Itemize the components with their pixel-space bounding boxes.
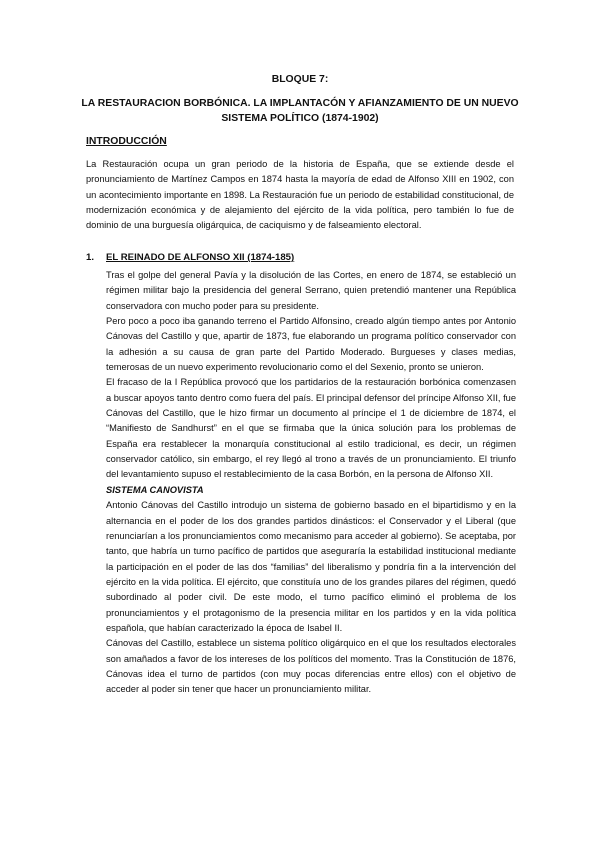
section-number: 1.	[86, 252, 95, 263]
intro-paragraph: La Restauración ocupa un gran periodo de la historia de España, que se extiende desde el pronunciamiento de Martínez Campos en 1874 hasta la mayoría de edad de Alfonso XIII en 1902, con un acontecimiento importante en 1898. La Restauración fue un periodo de estabilidad constitucional, de modernización económica y de alejamiento del ejército de la vida política, pero también lo fue de dominio de una burguesía oligárquica, de caciquismo y de falseamiento electoral.	[86, 159, 514, 231]
section-body	[106, 268, 516, 698]
paragraph: Cánovas del Castillo, establece un sistema político oligárquico en el que los resultados electorales son amañados a favor de los intereses de los políticos del momento. Tras la Constitución de 1876, Cánovas idea el turno de partidos (con muy pocas diferencias entre ellos) con el objetivo de acceder al poder sin tener que hacer un pronunciamiento militar.	[106, 638, 516, 695]
main-title: LA RESTAURACION BORBÓNICA. LA IMPLANTACÓN Y AFIANZAMIENTO DE UN NUEVO SISTEMA POLÍTICO (1874-1902)	[81, 98, 519, 124]
section-title: EL REINADO DE ALFONSO XII (1874-185)	[106, 252, 295, 263]
paragraph: Antonio Cánovas del Castillo introdujo un sistema de gobierno basado en el bipartidismo y en la alternancia en el poder de los dos grandes partidos dinásticos: el Conservador y el Liberal (que renunciarían a los pronunciamientos como mecanismo para acceder al gobierno). Se aceptaba, por tanto, que habría un turno pacífico de partidos que aseguraría la estabilidad institucional mediante la participación en el poder de las dos “familias” del liberalismo y pondría fin a la intervención del ejército en la vida política. El ejército, que constituía uno de los grandes pilares del régimen, quedó subordinado al poder civil. De este modo, el turno pacífico eliminó el problema de los pronunciamientos y el protagonismo de la presencia militar en los partidos y en la vida política española, que habían caracterizado la época de Isabel II.	[106, 500, 516, 633]
paragraph: Pero poco a poco iba ganando terreno el Partido Alfonsino, creado algún tiempo antes por Antonio Cánovas del Castillo y que, apartir de 1873, fue elaborando un programa político conservador con la adhesión a su causa de gran parte del Partido Moderado. Burgueses y clases medias, temerosas de un nuevo experimento revolucionario como el del Sexenio, pronto se unieron.	[106, 316, 516, 373]
paragraph: Tras el golpe del general Pavía y la disolución de las Cortes, en enero de 1874, se estableció un régimen militar bajo la presidencia del general Serrano, quien pretendió mantener una República conservadora con mucho poder para su presidente.	[106, 270, 516, 311]
intro-heading: INTRODUCCIÓN	[86, 136, 167, 147]
paragraph: El fracaso de la I República provocó que los partidarios de la restauración borbónica comenzasen a buscar apoyos tanto dentro como fuera del país. El principal defensor del príncipe Alfonso XII, fue Cánovas del Castillo, que le hizo firmar un documento al príncipe el 1 de diciembre de 1874, el “Manifiesto de Sandhurst” en el que se firmaba que la única solución para los problemas de España era restablecer la monarquía constitucional al estilo tradicional, es decir, un régimen conservador católico, sin embargo, el rey llegó al trono a través de un pronunciamiento. El triunfo del levantamiento supuso el restablecimiento de la casa Borbón, en la persona de Alfonso XII.	[106, 377, 516, 480]
section-heading	[86, 252, 516, 263]
block-title: BLOQUE 7:	[271, 74, 329, 85]
subsection-title: SISTEMA CANOVISTA	[106, 484, 204, 495]
